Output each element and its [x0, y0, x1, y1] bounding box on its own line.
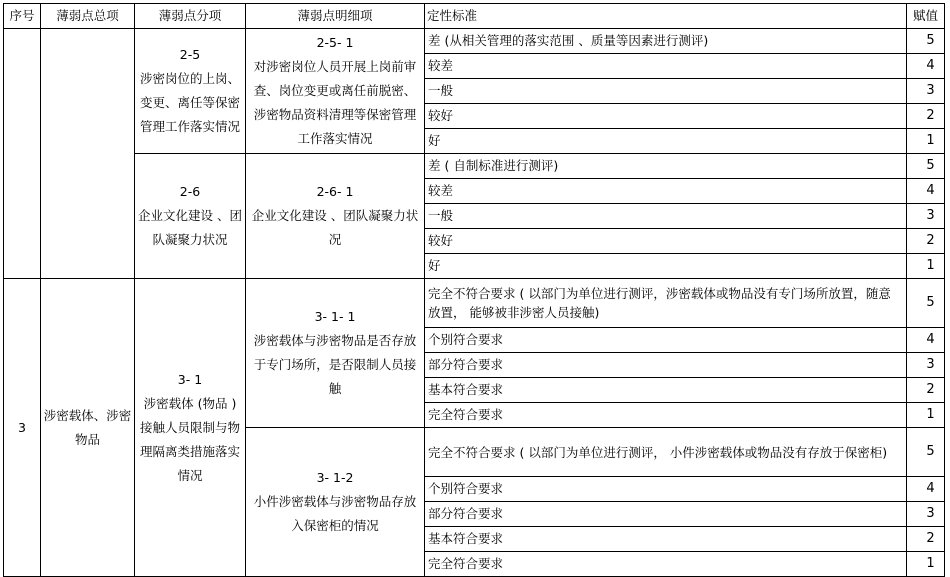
score-cell: 1: [907, 129, 945, 154]
standard-cell: 较差: [425, 179, 907, 204]
score-cell: 4: [907, 328, 945, 353]
sub-desc: 涉密载体 (物品 ) 接触人员限制与物理隔离类措施落实情况: [139, 395, 240, 483]
standard-cell: 个别符合要求: [425, 328, 907, 353]
score-cell: 3: [907, 502, 945, 527]
sub-code: 2-6: [179, 184, 201, 199]
detail-code: 3- 1-2: [316, 470, 354, 485]
detail-cell-3-1-2: [246, 428, 425, 577]
standard-cell: 部分符合要求: [425, 353, 907, 378]
standard-cell: 较好: [425, 104, 907, 129]
score-cell: 5: [907, 279, 945, 328]
standard-cell: 部分符合要求: [425, 502, 907, 527]
sub-cell-2-6: [135, 154, 246, 279]
detail-desc: 对涉密岗位人员开展上岗前审查、岗位变更或离任前脱密、涉密物品资料清理等保密管理工作落实情况: [253, 59, 417, 146]
standard-cell: 差 ( 自制标准进行测评): [425, 154, 907, 179]
score-cell: 5: [907, 29, 945, 54]
score-cell: 5: [907, 428, 945, 477]
sub-desc: 涉密岗位的上岗、变更、离任等保密管理工作落实情况: [139, 71, 240, 134]
item-cell-3: 涉密载体、涉密物品: [41, 279, 135, 577]
header-seq: 序号: [4, 4, 41, 29]
standard-cell: 基本符合要求: [425, 527, 907, 552]
header-standard: 定性标准: [425, 4, 907, 29]
header-score: 赋值: [907, 4, 945, 29]
standard-cell: 完全不符合要求 ( 以部门为单位进行测评，涉密载体或物品没有专门场所放置，随意放置， 能够被非涉密人员接触): [425, 279, 907, 328]
standard-cell: 完全符合要求: [425, 552, 907, 577]
weakness-table: [3, 3, 945, 577]
score-cell: 1: [907, 552, 945, 577]
sub-desc: 企业文化建设 、团队凝聚力状况: [138, 208, 242, 247]
header-item: 薄弱点总项: [41, 4, 135, 29]
score-cell: 2: [907, 378, 945, 403]
header-detail: 薄弱点明细项: [246, 4, 425, 29]
detail-desc: 企业文化建设 、团队凝聚力状况: [251, 208, 419, 247]
score-cell: 2: [907, 229, 945, 254]
header-row: [4, 4, 945, 29]
standard-cell: 差 (从相关管理的落实范围 、质量等因素进行测评): [425, 29, 907, 54]
score-cell: 3: [907, 79, 945, 104]
sub-code: 2-5: [179, 47, 201, 62]
header-sub: 薄弱点分项: [135, 4, 246, 29]
standard-cell: 完全符合要求: [425, 403, 907, 428]
item-cell-empty: [41, 29, 135, 279]
standard-cell: 基本符合要求: [425, 378, 907, 403]
sub-cell-2-5: [135, 29, 246, 154]
standard-cell: 较差: [425, 54, 907, 79]
seq-cell-empty: [4, 29, 41, 279]
detail-cell-2-6-1: [246, 154, 425, 279]
score-cell: 4: [907, 54, 945, 79]
score-cell: 3: [907, 204, 945, 229]
detail-cell-3-1-1: [246, 279, 425, 428]
score-cell: 2: [907, 527, 945, 552]
standard-cell: 个别符合要求: [425, 477, 907, 502]
detail-code: 2-5- 1: [316, 35, 354, 50]
standard-cell: 完全不符合要求 ( 以部门为单位进行测评， 小件涉密载体或物品没有存放于保密柜): [425, 428, 907, 477]
score-cell: 4: [907, 477, 945, 502]
detail-desc: 涉密载体与涉密物品是否存放于专门场所，是否限制人员接触: [253, 333, 417, 396]
score-cell: 1: [907, 403, 945, 428]
standard-cell: 较好: [425, 229, 907, 254]
standard-cell: 好: [425, 254, 907, 279]
detail-cell-2-5-1: [246, 29, 425, 154]
sub-cell-3-1: [135, 279, 246, 577]
detail-code: 3- 1- 1: [314, 309, 356, 324]
evaluation-sheet: [3, 3, 945, 577]
standard-cell: 一般: [425, 79, 907, 104]
score-cell: 3: [907, 353, 945, 378]
table-row: [4, 29, 945, 54]
standard-cell: 好: [425, 129, 907, 154]
seq-cell-3: 3: [4, 279, 41, 577]
score-cell: 4: [907, 179, 945, 204]
score-cell: 2: [907, 104, 945, 129]
table-row: [4, 279, 945, 328]
score-cell: 1: [907, 254, 945, 279]
detail-code: 2-6- 1: [316, 184, 354, 199]
detail-desc: 小件涉密载体与涉密物品存放入保密柜的情况: [253, 494, 417, 533]
score-cell: 5: [907, 154, 945, 179]
table-row: [4, 154, 945, 179]
standard-cell: 一般: [425, 204, 907, 229]
sub-code: 3- 1: [177, 371, 203, 387]
